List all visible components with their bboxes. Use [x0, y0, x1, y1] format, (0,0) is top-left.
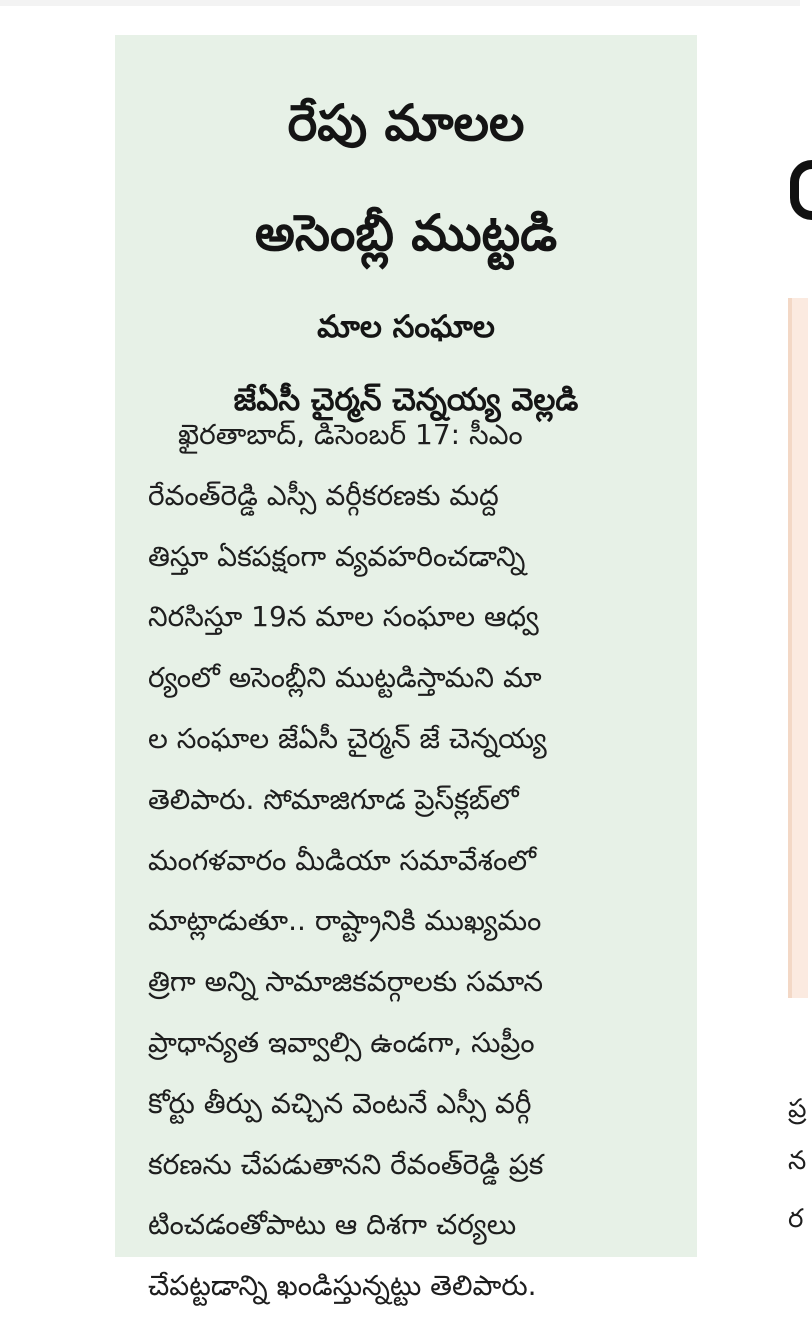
neighbor-column-fragment-1: ప్ర — [788, 1094, 807, 1124]
body-line-12: కోర్టు తీర్పు వచ్చిన వెంటనే ఎస్సీ వర్గీ — [148, 1086, 532, 1120]
body-line-14: టించడంతోపాటు ఆ దిశగా చర్యలు — [148, 1208, 517, 1242]
body-line-1: ఖైరతాబాద్, డిసెంబర్ 17: సీఎం — [178, 418, 523, 451]
body-line-9: మాట్లాడుతూ.. రాష్ట్రానికి ముఖ్యమం — [148, 904, 542, 938]
neighbor-column-panel — [788, 298, 808, 998]
headline-line-2: అసెంబ్లీ ముట్టడి — [254, 204, 558, 262]
headline-line-1: రేపు మాలల — [287, 94, 525, 152]
body-line-10: త్రిగా అన్ని సామాజికవర్గాలకు సమాన — [148, 965, 544, 999]
body-line-8: మంగళవారం మీడియా సమావేశంలో — [148, 843, 537, 877]
neighbor-column-fragment-3: ర — [788, 1204, 804, 1234]
body-line-3: తిస్తూ ఏకపక్షంగా వ్యవహరించడాన్ని — [148, 539, 526, 573]
body-line-11: ప్రాధాన్యత ఇవ్వాల్సి ఉండగా, సుప్రీం — [148, 1025, 535, 1059]
neighbor-column-glyph — [790, 160, 812, 220]
body-line-2: రేవంత్‌రెడ్డి ఎస్సీ వర్గీకరణకు మద్ద — [148, 478, 499, 512]
page-top-strip — [0, 0, 800, 6]
body-line-5: ర్యంలో అసెంబ్లీని ముట్టడిస్తామని మా — [148, 661, 542, 695]
body-line-6: ల సంఘాల జేఏసీ చైర్మన్ జే చెన్నయ్య — [148, 721, 547, 755]
body-line-13: కరణను చేపడుతానని రేవంత్‌రెడ్డి ప్రక — [148, 1147, 544, 1181]
body-line-7: తెలిపారు. సోమాజిగూడ ప్రెస్‌క్లబ్‌లో — [148, 782, 519, 816]
body-line-15: చేపట్టడాన్ని ఖండిస్తున్నట్టు తెలిపారు. — [148, 1269, 537, 1303]
body-line-4: నిరసిస్తూ 19న మాల సంఘాల ఆధ్వ — [148, 600, 539, 634]
neighbor-column-fragment-2: న — [788, 1146, 807, 1176]
subheadline-line-1: మాల సంఘాల — [317, 309, 495, 345]
article-body — [148, 405, 668, 1317]
subheadline-line-2: జేఏసీ చైర్మన్ చెన్నయ్య వెల్లడి — [233, 382, 579, 418]
